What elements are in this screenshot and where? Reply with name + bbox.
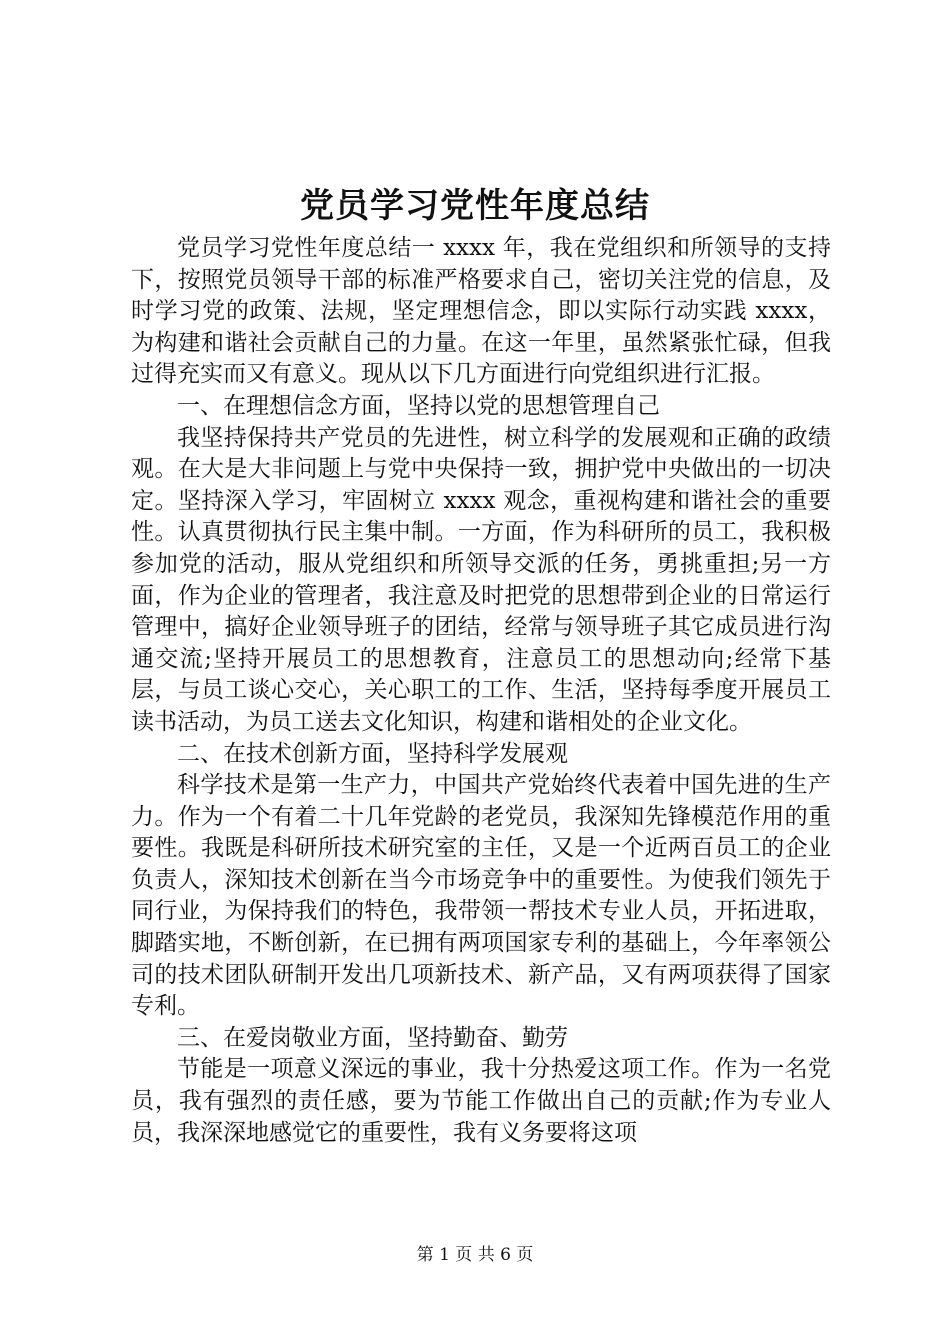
page-number-footer: 第 1 页 共 6 页 [416,1245,534,1265]
section-paragraph-2: 科学技术是第一生产力，中国共产党始终代表着中国先进的生产力。作为一个有着二十几年党龄的老党员，我深知先锋模范作用的重要性。我既是科研所技术研究室的主任，又是一个近两百员工的企业负责人，深知技术创新在当今市场竞争中的重要性。为使我们领先于同行业，为保持我们的特色，我带领一帮技术专业人员，开拓进取，脚踏实地，不断创新，在已拥有两项国家专利的基础上，今年率领公司的技术团队研制开发出几项新技术、新产品，又有两项获得了国家专利。 [131,772,831,1020]
document-body [131,233,831,1149]
section-heading-2: 二、在技术创新方面，坚持科学发展观 [177,740,568,767]
section-heading-1: 一、在理想信念方面，坚持以党的思想管理自己 [177,392,660,419]
section-heading-3: 三、在爱岗敬业方面，坚持勤奋、勤劳 [177,1024,568,1051]
section-paragraph-1: 我坚持保持共产党员的先进性，树立科学的发展观和正确的政绩观。在大是大非问题上与党中央保持一致，拥护党中央做出的一切决定。坚持深入学习，牢固树立 xxxx 观念，重视构建和谐社会的重要性。认真贯彻执行民主集中制。一方面，作为科研所的员工，我积极参加党的活动，服从党组织和所领导交派的任务，勇挑重担;另一方面，作为企业的管理者，我注意及时把党的思想带到企业的日常运行管理中，搞好企业领导班子的团结，经常与领导班子其它成员进行沟通交流;坚持开展员工的思想教育，注意员工的思想动向;经常下基层，与员工谈心交心，关心职工的工作、生活，坚持每季度开展员工读书活动，为员工送去文化知识，构建和谐相处的企业文化。 [131,424,831,735]
intro-paragraph: 党员学习党性年度总结一 xxxx 年，我在党组织和所领导的支持下，按照党员领导干部的标准严格要求自己，密切关注党的信息，及时学习党的政策、法规，坚定理想信念，即以实际行动实践 xxxx，为构建和谐社会贡献自己的力量。在这一年里，虽然紧张忙碌，但我过得充实而又有意义。现从以下几方面进行向党组织进行汇报。 [131,235,831,388]
document-title: 党员学习党性年度总结 [300,186,650,226]
section-paragraph-3: 节能是一项意义深远的事业，我十分热爱这项工作。作为一名党员，我有强烈的责任感，要为节能工作做出自己的贡献;作为专业人员，我深深地感觉它的重要性，我有义务要将这项 [131,1056,831,1146]
